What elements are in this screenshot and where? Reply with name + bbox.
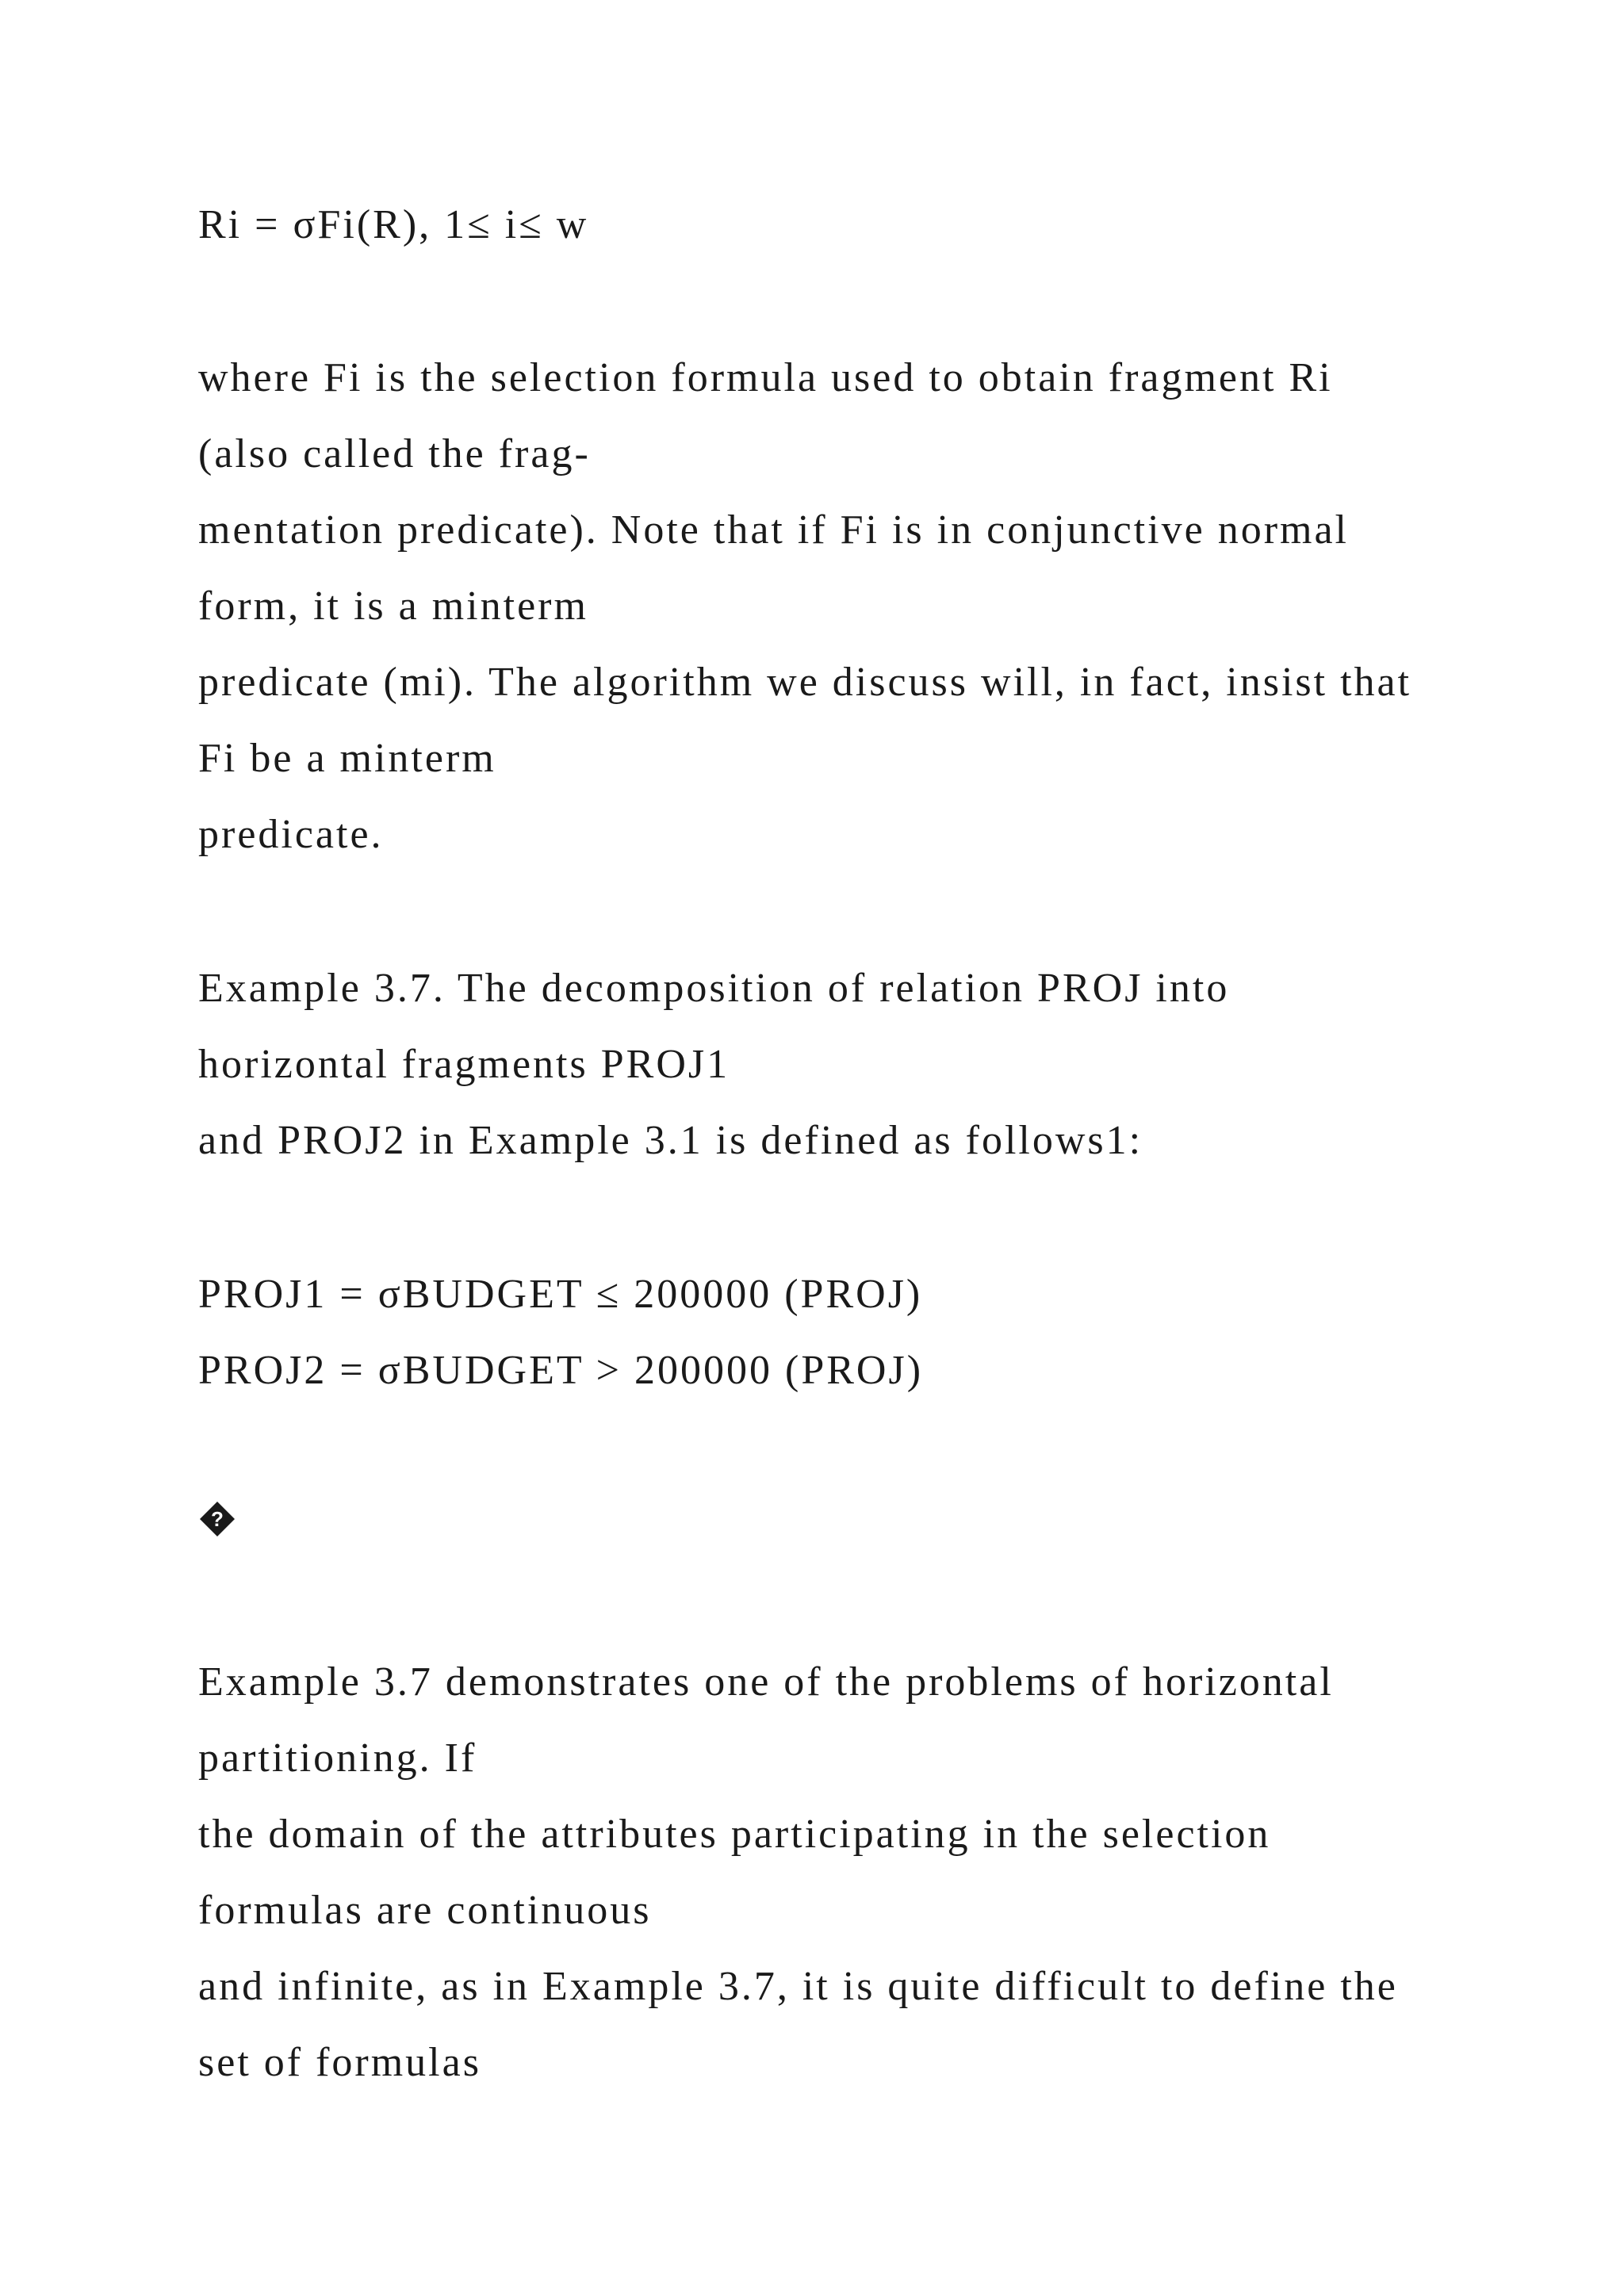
paragraph-line: and PROJ2 in Example 3.1 is defined as follows1: (198, 1118, 1143, 1163)
paragraph-line: set of formulas (198, 2040, 481, 2085)
paragraph-line: form, it is a minterm (198, 584, 588, 629)
paragraph-line: partitioning. If (198, 1735, 477, 1781)
svg-text:?: ? (211, 1507, 224, 1531)
formula-proj2: PROJ2 = σBUDGET > 200000 (PROJ) (198, 1348, 924, 1393)
paragraph-line: horizontal fragments PROJ1 (198, 1042, 730, 1087)
example-heading: Example 3.7. The decomposition of relation PROJ into (198, 966, 1230, 1011)
paragraph-line: formulas are continuous (198, 1888, 652, 1933)
replacement-character-icon (198, 1500, 236, 1538)
paragraph-line: the domain of the attributes participating in the selection (198, 1812, 1271, 1857)
paragraph-line: predicate. (198, 812, 384, 857)
formula-proj1: PROJ1 = σBUDGET ≤ 200000 (PROJ) (198, 1272, 923, 1317)
formula-ri: Ri = σFi(R), 1≤ i≤ w (198, 202, 589, 247)
paragraph-line: predicate (mi). The algorithm we discuss will, in fact, insist that (198, 660, 1412, 705)
paragraph-line: Example 3.7 demonstrates one of the problems of horizontal (198, 1659, 1334, 1705)
paragraph-line: (also called the frag- (198, 431, 591, 476)
paragraph-line: and infinite, as in Example 3.7, it is quite difficult to define the (198, 1964, 1398, 2009)
paragraph-line: where Fi is the selection formula used to obtain fragment Ri (198, 355, 1333, 400)
paragraph-line: mentation predicate). Note that if Fi is in conjunctive normal (198, 507, 1349, 553)
paragraph-line: Fi be a minterm (198, 736, 496, 781)
